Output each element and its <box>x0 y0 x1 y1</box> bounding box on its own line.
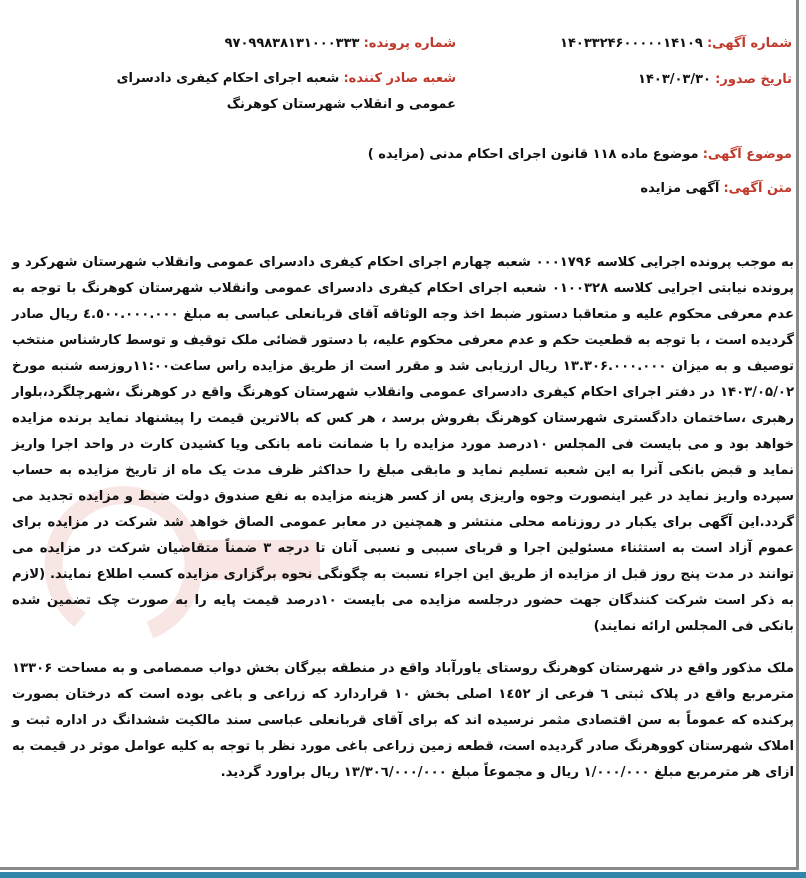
notice-text-row <box>640 181 792 196</box>
issuing-branch-row <box>76 66 456 118</box>
subject-label: موضوع آگهی: <box>702 147 792 162</box>
case-number-label: شماره پرونده: <box>363 36 456 51</box>
auction-paragraph-2 <box>12 656 794 786</box>
auction-paragraph-2-text: ملک مذکور واقع در شهرستان کوهرنگ روستای یاورآباد واقع در منطقه بیرگان بخش دواب صمصامی و به مساحت ۱۳۳۰۶ مترمربع واقع در پلاک ثبتی ٦ فرعی از ۱٤٥۲ اصلی بخش ۱۰ قراردارد که زراعی و باغی بوده است که درختان بصورت پرکنده که عموماً به سن اقتصادی مثمر نرسیده اند که برای آقای قربانعلی عباسی سند مالکیت ششدانگ در اداره ثبت و املاک شهرستان کووهرنگ صادر گردیده است، قطعه زمین زراعی باغی مورد نظر با توجه به کلیه عوامل موثر در قیمت به ازای هر مترمربع مبلغ ۱/۰۰۰/۰۰۰ ریال و مجموعاً مبلغ ۱۳/۳۰٦/۰۰۰/۰۰۰ ریال براورد گردید. <box>12 661 794 780</box>
issuing-branch-value: شعبه اجرای احکام کیفری دادسرای عمومی و انقلاب شهرستان کوهرنگ <box>116 71 456 112</box>
issuing-branch-label: شعبه صادر کننده: <box>343 71 456 86</box>
notice-number-label: شماره آگهی: <box>706 36 792 51</box>
subject-row <box>368 147 792 162</box>
notice-number-value: ۱۴۰۳۳۲۴۶۰۰۰۰۰۱۴۱۰۹ <box>560 36 703 51</box>
notice-text-label: متن آگهی: <box>723 181 792 196</box>
subject-value: موضوع ماده ۱۱۸ قانون اجرای احکام مدنی (مزایده ) <box>367 147 699 162</box>
issue-date-value: ۱۴۰۳/۰۳/۳۰ <box>638 72 711 87</box>
notice-number-row <box>560 36 792 51</box>
case-number-value: ۹۷۰۹۹۸۳۸۱۳۱۰۰۰۳۳۳ <box>224 36 360 51</box>
auction-paragraph-1-text: به موجب پرونده اجرایی کلاسه ۰۰۰۱۷۹۶ شعبه چهارم اجرای احکام کیفری دادسرای عمومی وانقلاب شهرستان شهرکرد و پرونده نیابتی اجرایی کلاسه ۰۱۰۰۳۲۸ شعبه اجرای احکام کیفری دادسرای عمومی وانقلاب شهرستان کوهرنگ با توجه به عدم معرفی محکوم علیه و متعاقبا دستور ضبط اخذ وجه الوثاقه آقای قربانعلی عباسی به مبلغ ٤.٥٠٠.٠٠٠.٠٠٠ ریال صادر گردیده است ، با توجه به قطعیت حکم و عدم معرفی محکوم علیه، با دستور قضائی ملک توقیف و توسط کارشناس منتخب توصیف و به میزان ۱۳.۳۰۶.۰۰۰.۰۰۰ ریال ارزیابی شد و مقرر است از طریق مزایده راس ساعت۱۱:۰۰روزسه شنبه مورخ ۱۴۰۳/۰۵/۰۲ در دفتر اجرای احکام کیفری دادسرای عمومی وانقلاب شهرستان کوهرنگ واقع در کوهرنگ ،شهرچلگرد،بلوار رهبری ،ساختمان دادگستری شهرستان کوهرنگ بفروش برسد ، هر کس که بالاترین قیمت را پیشنهاد نماید برنده مزایده خواهد بود و می بایست فی المجلس ۱۰درصد مورد مزایده را با ضمانت نامه بانکی ویا کشیدن کارت در واحد اجرا واریز نماید و قبض بانکی آنرا به این شعبه تسلیم نماید و مابقی مبلغ را حداکثر ظرف مدت یک ماه از تاریخ مزایده به حساب سپرده واریز نماید در غیر اینصورت وجوه واریزی پس از کسر هزینه مزایده به نفع صندوق دولت ضبط و مزایده تجدید می گردد.این آگهی برای یکبار در روزنامه محلی منتشر و همچنین در معابر عمومی الصاق خواهد شد شرکت در مزایده برای عموم آزاد است به استثناء مسئولین اجرا و قربای سببی و نسبی آنان تا درجه ۳ ضمناً متقاضیان شرکت در مزایده می توانند در مدت پنج روز قبل از مزایده از طریق این اجراء نسبت به چگونگی نحوه برگزاری مزایده کسب اطلاع نمایند. (لازم به ذکر است شرکت کنندگان جهت حضور درجلسه مزایده می بایست ۱۰درصد قیمت پایه را به صورت چک تضمین شده بانکی فی المجلس ارائه نمایند) <box>12 255 795 634</box>
bottom-strip <box>0 872 806 878</box>
issue-date-label: تاریخ صدور: <box>715 72 792 87</box>
issue-date-row <box>638 72 792 87</box>
case-number-row <box>225 36 456 51</box>
auction-paragraph-1 <box>12 250 794 640</box>
notice-text-value: آگهی مزایده <box>640 181 720 196</box>
